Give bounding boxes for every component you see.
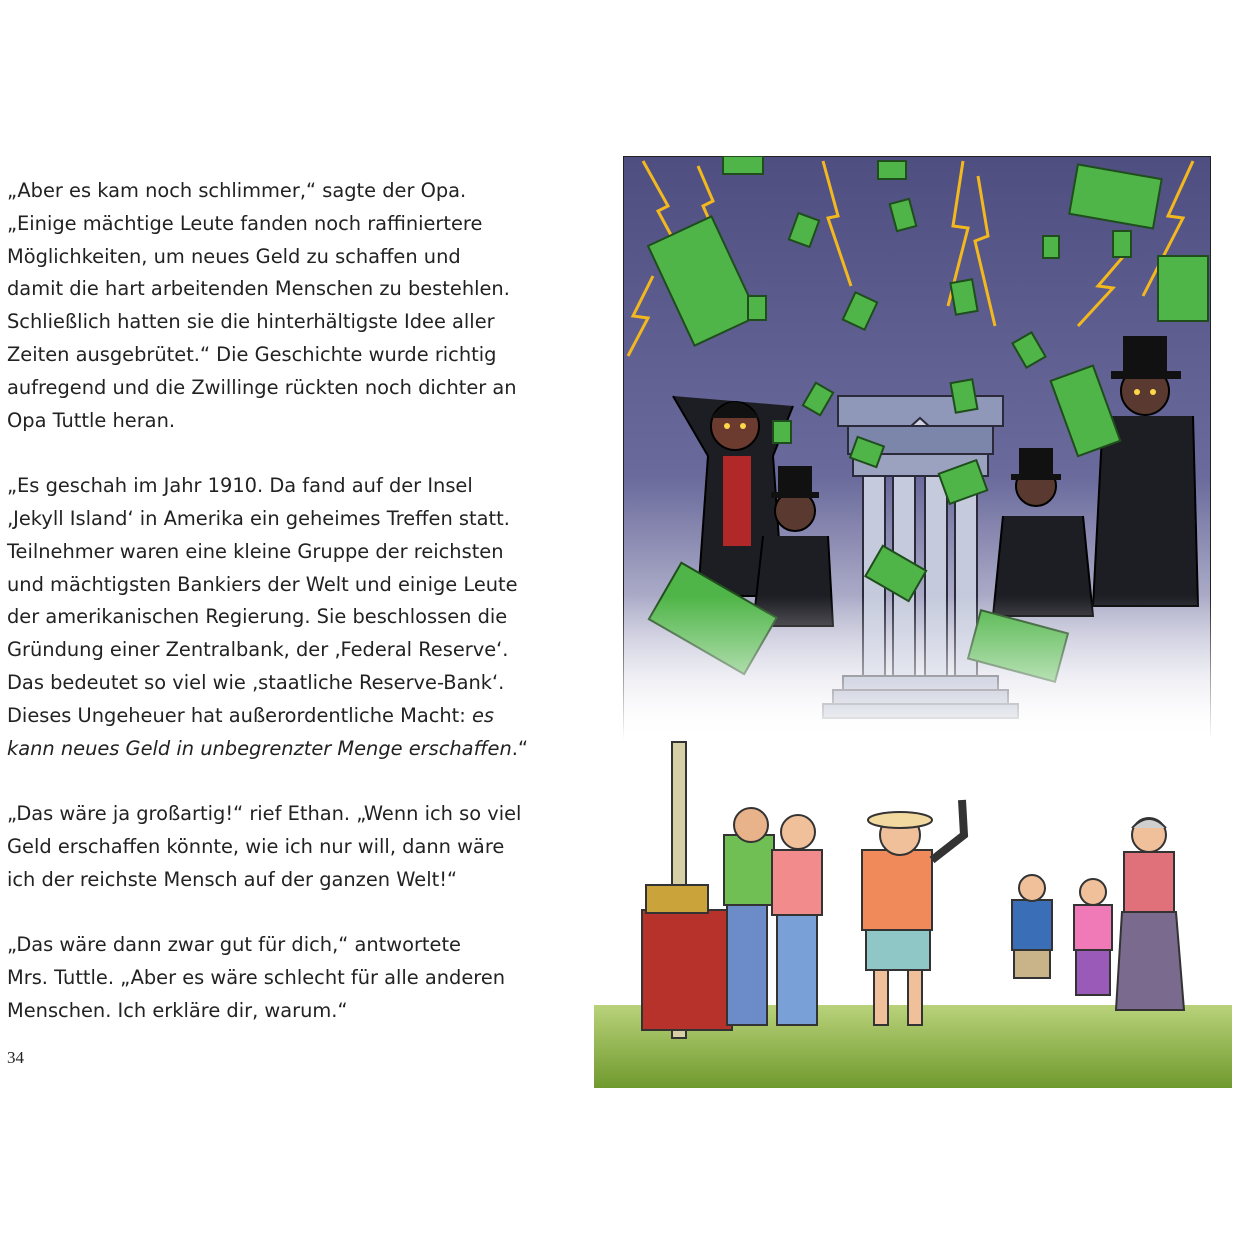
kids bbox=[1012, 875, 1112, 995]
paragraph-2-italic: es kann neues Geld in unbegrenzter Menge erschaffen bbox=[7, 703, 512, 760]
grandpa bbox=[862, 800, 964, 1025]
story-text bbox=[7, 175, 567, 1061]
couple bbox=[724, 808, 822, 1025]
bankers-illustration bbox=[623, 156, 1211, 740]
paragraph-2-text: „Es geschah im Jahr 1910. Da fand auf der Insel ‚Jekyll Island‘ in Amerika ein geheimes Treffen statt. Teilnehmer waren eine kleine Gruppe der reichsten und mächtigsten Bankiers der Welt und einige Leute der amerikanischen Regierung. Sie beschlossen die Gründung einer Zentralbank, der ‚Federal Reserve‘. Das bedeutet so viel wie ‚staatliche Reserve-Bank‘. Dieses Ungeheuer hat außerordentliche Macht: bbox=[7, 474, 518, 727]
paragraph-4: „Das wäre dann zwar gut für dich,“ antwortete Mrs. Tuttle. „Aber es wäre schlecht für alle anderen Menschen. Ich erkläre dir, warum.“ bbox=[7, 933, 506, 1022]
page-number: 34 bbox=[7, 1048, 24, 1067]
paragraph-3: „Das wäre ja großartig!“ rief Ethan. „Wenn ich so viel Geld erschaffen könnte, wie ich nur will, dann wäre ich der reichste Mensch auf der ganzen Welt!“ bbox=[7, 802, 522, 891]
grandma bbox=[1116, 818, 1184, 1010]
paragraph-1: „Aber es kam noch schlimmer,“ sagte der Opa. „Einige mächtige Leute fanden noch raffiniertere Möglichkeiten, um neues Geld zu schaffen und damit die hart arbeitenden Menschen zu bestehlen. Schließlich hatten sie die hinterhältigste Idee aller Zeiten ausgebrütet.“ Die Geschichte wurde richtig aufregend und die Zwillinge rückten noch dichter an Opa Tuttle heran. bbox=[7, 179, 517, 432]
paragraph-2 bbox=[7, 470, 567, 765]
family-illustration bbox=[594, 740, 1232, 1088]
table-with-gold bbox=[642, 885, 732, 1030]
paragraph-2-tail: .“ bbox=[511, 736, 528, 760]
